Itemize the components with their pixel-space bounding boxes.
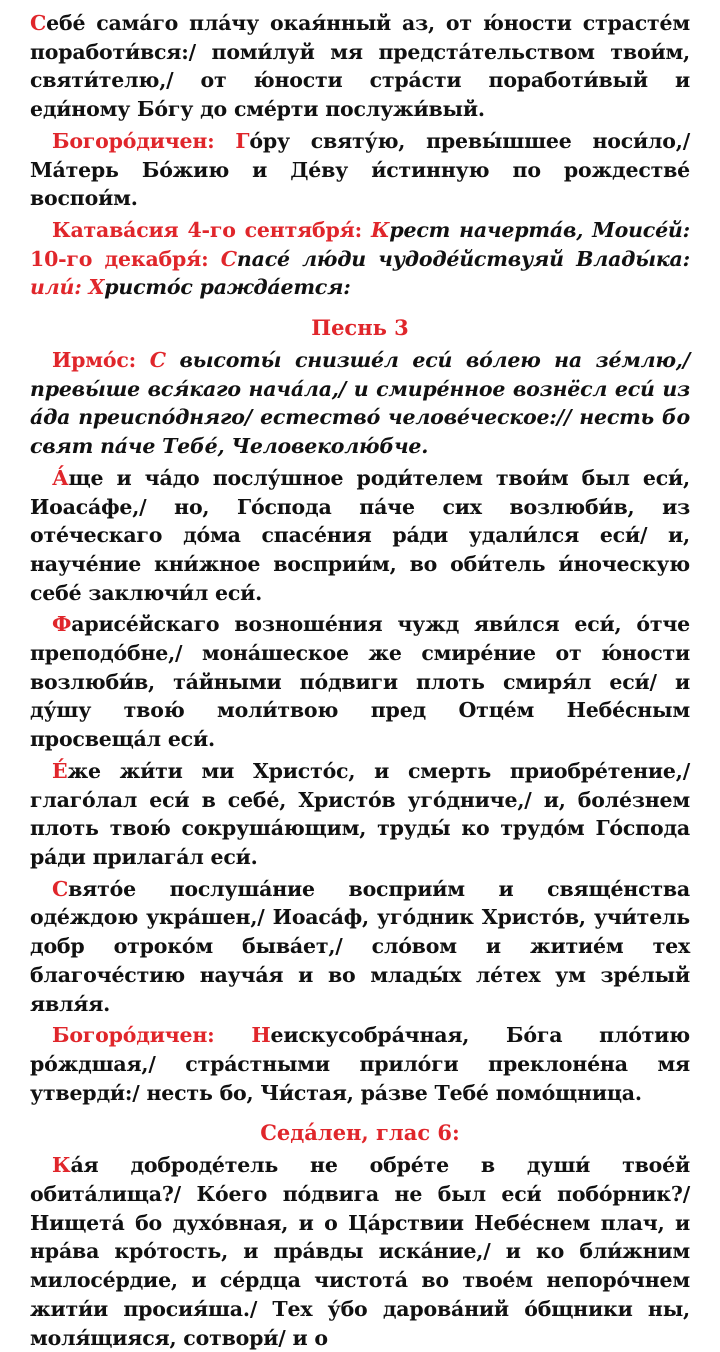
paragraph-text: вято́е послуша́ние восприи́м и свяще́нства оде́ждою укра́шен,/ Иоаса́ф, уго́дник Христо́в, учи́тель добр отроко́м быва́ет,/ сло́вом и житие́м тех благоче́стию науча́я и во млады́х ле́тех ум зре́лый явля́я.: [30, 876, 690, 1016]
drop-cap: Ф: [52, 612, 72, 637]
paragraph-prayer: [30, 9, 690, 124]
paragraph-text: ще и ча́до послу́шное роди́телем твои́м был еси́, Иоаса́фе,/ но, Го́спода па́че сих возлюби́в, из оте́ческаго до́ма спасе́ния ра́ди удали́лся еси́/ и, науче́ние кни́жное восприи́м, во оби́тель и́ноческую себе́ заключи́л еси́.: [30, 465, 690, 605]
drop-cap: Н: [251, 1023, 271, 1048]
rubric-label: или́:: [30, 275, 82, 300]
paragraph-theotokion: [30, 1021, 690, 1107]
paragraph-text: арисе́йскаго возноше́ния чужд яви́лся еси́, о́тче преподо́бне,/ мона́шеское же смире́ние от ю́ности возлюби́в, та́йными по́двиги плоть смиря́л еси́/ и ду́шу твою́ моли́твою пред Отце́м Небе́сным просвеща́л еси́.: [30, 612, 690, 752]
drop-cap: С: [30, 11, 47, 35]
paragraph-troparion: [30, 610, 690, 754]
paragraph-text: рест начерта́в, Моисе́й:: [389, 217, 691, 242]
section-heading-sedalen: Седа́лен, глас 6:: [260, 1120, 460, 1146]
paragraph-text: пасе́ лю́ди чудоде́йствуяй Влады́ка:: [236, 246, 690, 271]
rubric-label: Ирмо́с:: [52, 348, 137, 373]
paragraph-text: о́ру святу́ю, превы́шшее носи́ло,/ Ма́терь Бо́жию и Де́ву и́стинную по рождестве́ воспои́м.: [30, 128, 690, 211]
drop-cap: Г: [235, 128, 250, 153]
drop-cap: А́: [52, 465, 69, 490]
section-heading-ode: Песнь 3: [311, 315, 409, 341]
paragraph-text: ебе́ сама́го пла́чу окая́нный аз, от ю́ности страсте́м поработи́вся:/ поми́луй мя предста́тельством твои́м, святи́телю,/ от ю́ности стра́сти поработи́вый и еди́ному Бо́гу до сме́рти послужи́вый.: [30, 11, 690, 122]
drop-cap: С: [149, 348, 166, 373]
rubric-label: Катава́сия 4-го сентября́:: [52, 217, 362, 242]
paragraph-troparion: [30, 757, 690, 872]
rubric-label: Богоро́дичен:: [52, 1023, 215, 1048]
drop-cap: С: [220, 246, 237, 271]
drop-cap: С: [52, 876, 69, 901]
paragraph-troparion: [30, 875, 690, 1019]
rubric-label: 10-го декабря́:: [30, 246, 209, 271]
paragraph-sedalen: [30, 1151, 690, 1352]
drop-cap: К: [370, 217, 390, 242]
paragraph-text: высоты́ снизше́л еси́ во́лею на зе́млю,/ превы́ше вся́каго нача́ла,/ и смире́нное вознёсл еси́ из а́да преиспо́дняго/ естество́ челове́ческое:// несть бо свят па́че Тебе́, Человеколю́бче.: [30, 348, 691, 459]
paragraph-text: ристо́с ражда́ется:: [104, 275, 351, 300]
drop-cap: Е́: [52, 758, 68, 783]
paragraph-text: же жи́ти ми Христо́с, и смерть приобре́тение,/ глаго́лал еси́ в себе́, Христо́в уго́дниче,/ и, боле́знем плоть твою́ сокруша́ющим, труды́ ко трудо́м Го́спода ра́ди прилага́л еси́.: [30, 758, 690, 869]
paragraph-troparion: [30, 464, 690, 608]
drop-cap: К: [52, 1153, 71, 1178]
rubric-label: Богоро́дичен:: [52, 128, 215, 153]
paragraph-theotokion: [30, 127, 690, 213]
paragraph-text: еискусобра́чная, Бо́га пло́тию ро́ждшая,/ стра́стными прило́ги преклоне́на мя утверди́:/ несть бо, Чи́стая, ра́зве Тебе́ помо́щница.: [30, 1023, 690, 1105]
paragraph-irmos: [30, 346, 690, 461]
paragraph-text: а́я доброде́тель не обре́те в души́ твое́й обита́лища?/ Ко́его по́двига не был еси́ побо́рник?/ Нищета́ бо духо́вная, и о Ца́рствии Небе́снем плач, и нра́ва кро́тость, и пра́вды иска́ние,/ и ко бли́жним милосе́рдие, и се́рдца чистота́ во твое́м непоро́чнем жити́и просия́ша./ Тех у́бо дарова́ний о́бщники ны, моля́щияся, сотвори́/ и о: [30, 1153, 690, 1350]
drop-cap: Х: [88, 275, 105, 300]
paragraph-katavasia: [30, 216, 690, 302]
